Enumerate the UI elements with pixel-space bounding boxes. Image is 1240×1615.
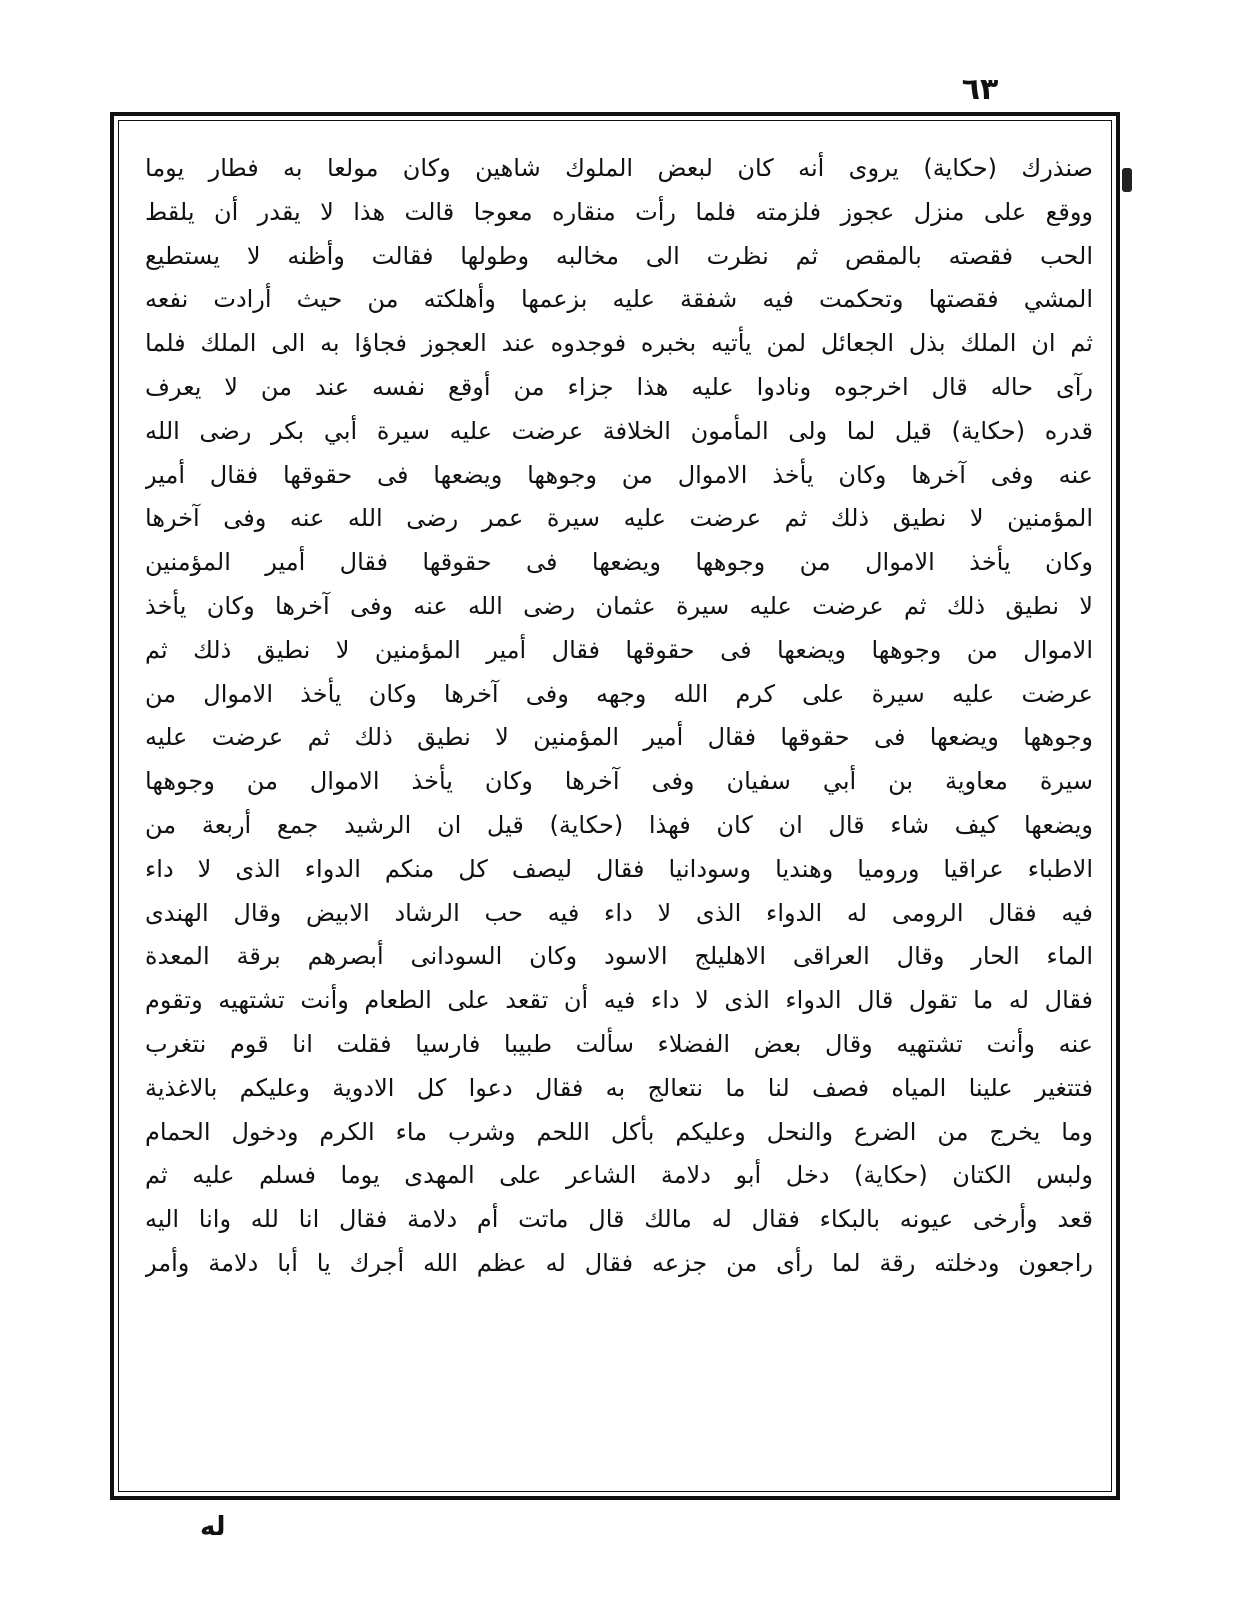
text-line: راجعون ودخلته رقة لما رأى من جزعه فقال له عظم الله أجرك يا أبا دلامة وأمر [145,1248,1093,1277]
text-line: عنه وفى آخرها وكان يأخذ الاموال من وجوهها ويضعها فى حقوقها فقال أمير [145,460,1093,489]
text-line: المؤمنين لا نطيق ذلك ثم عرضت عليه سيرة عمر رضى الله عنه وفى آخرها [145,504,1093,533]
text-line: الاموال من وجوهها ويضعها فى حقوقها فقال أمير المؤمنين لا نطيق ذلك ثم [145,635,1093,664]
text-line: فيه فقال الرومى له الدواء الذى لا داء فيه حب الرشاد الابيض وقال الهندى [145,898,1093,927]
catchword: له [200,1512,226,1542]
text-line: الماء الحار وقال العراقى الاهليلج الاسود وكان السودانى أبصرهم برقة المعدة [145,942,1093,971]
text-line: ولبس الكتان (حكاية) دخل أبو دلامة الشاعر على المهدى يوما فسلم عليه ثم [145,1161,1093,1190]
text-line: سيرة معاوية بن أبي سفيان وفى آخرها وكان يأخذ الاموال من وجوهها [145,767,1093,796]
text-line: قعد وأرخى عيونه بالبكاء فقال له مالك قال ماتت أم دلامة فقال انا لله وانا اليه [145,1205,1093,1234]
text-line: ويضعها كيف شاء قال ان كان فهذا (حكاية) قيل ان الرشيد جمع أربعة من [145,810,1093,839]
text-line: عنه وأنت تشتهيه وقال بعض الفضلاء سألت طبيبا فارسيا فقلت انا قوم نتغرب [145,1029,1093,1058]
text-line: ثم ان الملك بذل الجعائل لمن يأتيه بخبره فوجدوه عند العجوز فجاؤا به الى الملك فلما [145,329,1093,358]
text-line: وجوهها ويضعها فى حقوقها فقال أمير المؤمنين لا نطيق ذلك ثم عرضت عليه [145,723,1093,752]
page-border-inner [118,120,1112,1492]
page-edge-mark [1122,168,1132,192]
text-line: الاطباء عراقيا وروميا وهنديا وسودانيا فقال ليصف كل منكم الدواء الذى لا داء [145,854,1093,883]
text-line: ووقع على منزل عجوز فلزمته فلما رأت منقاره معوجا قالت هذا لا يقدر أن يلقط [145,197,1093,226]
text-line: وما يخرج من الضرع والنحل وعليكم بأكل اللحم وشرب ماء الكرم ودخول الحمام [145,1117,1093,1146]
page-border-outer [110,112,1120,1500]
text-line: رآى حاله قال اخرجوه ونادوا عليه هذا جزاء من أوقع نفسه عند من لا يعرف [145,372,1093,401]
text-line: الحب فقصته بالمقص ثم نظرت الى مخالبه وطولها فقالت وأظنه لا يستطيع [145,241,1093,270]
page-number: ٦٣ [961,72,999,107]
text-line: فقال له ما تقول قال الدواء الذى لا داء فيه أن تقعد على الطعام وأنت تشتهيه وتقوم [145,986,1093,1015]
text-line: وكان يأخذ الاموال من وجوهها ويضعها فى حقوقها فقال أمير المؤمنين [145,548,1093,577]
text-line: المشي فقصتها وتحكمت فيه شفقة عليه بزعمها وأهلكته من حيث أرادت نفعه [145,285,1093,314]
text-line: قدره (حكاية) قيل لما ولى المأمون الخلافة عرضت عليه سيرة أبي بكر رضى الله [145,416,1093,445]
text-line: لا نطيق ذلك ثم عرضت عليه سيرة عثمان رضى الله عنه وفى آخرها وكان يأخذ [145,591,1093,620]
text-line: فتتغير علينا المياه فصف لنا ما نتعالج به فقال دعوا كل الادوية وعليكم بالاغذية [145,1073,1093,1102]
body-text [145,147,1093,1286]
text-line: صنذرك (حكاية) يروى أنه كان لبعض الملوك شاهين وكان مولعا به فطار يوما [145,154,1093,182]
text-line: عرضت عليه سيرة على كرم الله وجهه وفى آخرها وكان يأخذ الاموال من [145,679,1093,708]
